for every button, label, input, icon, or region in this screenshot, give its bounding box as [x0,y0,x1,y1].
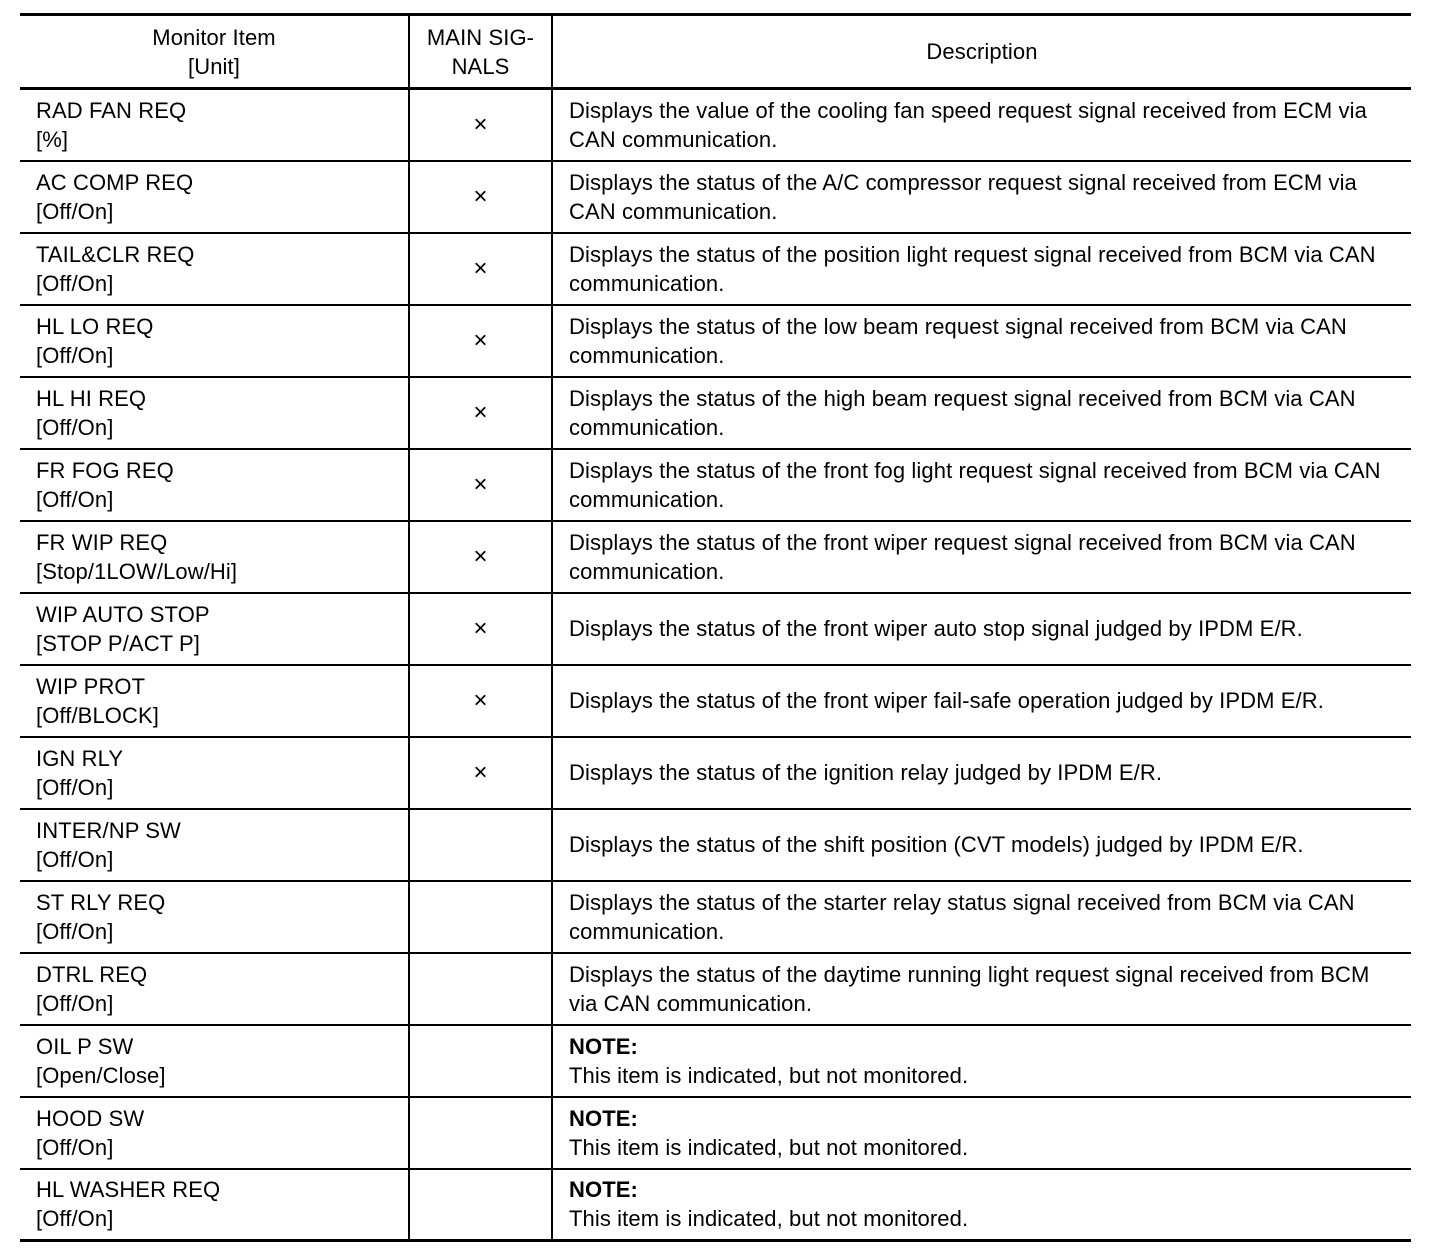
monitor-item-unit: [Off/On] [36,846,114,872]
note-label: NOTE: [569,1105,638,1131]
description-cell: Displays the status of the ignition relay judged by IPDM E/R. [552,737,1411,809]
table-row [20,305,1411,377]
table-body [20,89,1411,1241]
description-cell: Displays the status of the daytime running light request signal received from BCM via CAN communication. [552,953,1411,1025]
monitor-item-name: FR WIP REQ [36,529,168,555]
monitor-item-name: OIL P SW [36,1033,134,1059]
monitor-item-unit: [Off/On] [36,198,114,224]
main-signal-mark: × [409,449,552,521]
header-description [552,15,1411,89]
monitor-item-name: INTER/NP SW [36,817,181,843]
table-row [20,377,1411,449]
header-unit-label: [Unit] [188,53,240,79]
monitor-item-cell [20,953,409,1025]
monitor-item-cell [20,89,409,161]
monitor-item-name: IGN RLY [36,745,124,771]
header-monitor-item-label: Monitor Item [152,24,276,50]
description-cell [552,1025,1411,1097]
monitor-item-unit: [STOP P/ACT P] [36,630,201,656]
monitor-item-unit: [Stop/1LOW/Low/Hi] [36,558,238,584]
table-row [20,809,1411,881]
table-row [20,665,1411,737]
table-row [20,881,1411,953]
monitor-item-unit: [Off/On] [36,990,114,1016]
monitor-item-cell [20,377,409,449]
monitor-item-unit: [%] [36,126,69,152]
table-row [20,233,1411,305]
monitor-item-cell [20,1025,409,1097]
description-cell: Displays the status of the shift position (CVT models) judged by IPDM E/R. [552,809,1411,881]
main-signal-mark: × [409,665,552,737]
header-monitor-item [20,15,409,89]
table-row [20,737,1411,809]
monitor-item-cell [20,665,409,737]
monitor-item-name: HL HI REQ [36,385,147,411]
monitor-item-name: TAIL&CLR REQ [36,241,195,267]
table-row [20,1169,1411,1241]
description-cell: Displays the status of the front wiper request signal received from BCM via CAN communication. [552,521,1411,593]
main-signal-mark: × [409,89,552,161]
monitor-item-cell [20,233,409,305]
main-signal-mark [409,881,552,953]
description-cell: Displays the status of the front wiper auto stop signal judged by IPDM E/R. [552,593,1411,665]
monitor-item-unit: [Off/On] [36,414,114,440]
header-main-signals-line2: NALS [451,53,510,79]
monitor-item-name: HL WASHER REQ [36,1177,221,1203]
table-row [20,161,1411,233]
table-row [20,593,1411,665]
table-row [20,953,1411,1025]
monitor-item-cell [20,593,409,665]
description-cell: Displays the status of the front fog light request signal received from BCM via CAN communication. [552,449,1411,521]
monitor-item-cell [20,521,409,593]
description-cell: Displays the status of the low beam request signal received from BCM via CAN communication. [552,305,1411,377]
description-cell [552,1097,1411,1169]
monitor-item-unit: [Off/BLOCK] [36,702,159,728]
monitor-item-cell [20,737,409,809]
monitor-item-cell [20,1097,409,1169]
description-cell [552,1169,1411,1241]
table-header-row [20,15,1411,89]
monitor-item-name: HL LO REQ [36,313,154,339]
main-signal-mark [409,1025,552,1097]
description-cell: Displays the value of the cooling fan speed request signal received from ECM via CAN communication. [552,89,1411,161]
main-signal-mark: × [409,161,552,233]
table-row [20,449,1411,521]
monitor-item-unit: [Off/On] [36,270,114,296]
header-main-signals-line1: MAIN SIG- [426,24,535,50]
main-signal-mark: × [409,737,552,809]
monitor-item-cell [20,881,409,953]
note-label: NOTE: [569,1033,638,1059]
main-signal-mark [409,1097,552,1169]
monitor-item-name: DTRL REQ [36,961,148,987]
description-cell: Displays the status of the A/C compressor request signal received from ECM via CAN communication. [552,161,1411,233]
monitor-item-unit: [Off/On] [36,1206,114,1232]
monitor-item-unit: [Off/On] [36,918,114,944]
note-text: This item is indicated, but not monitored. [569,1134,969,1160]
main-signal-mark [409,809,552,881]
monitor-item-unit: [Open/Close] [36,1062,166,1088]
monitor-item-unit: [Off/On] [36,774,114,800]
note-text: This item is indicated, but not monitored. [569,1062,969,1088]
monitor-item-cell [20,449,409,521]
header-main-signals [409,15,552,89]
description-cell: Displays the status of the position light request signal received from BCM via CAN communication. [552,233,1411,305]
monitor-item-cell [20,161,409,233]
monitor-item-name: ST RLY REQ [36,889,166,915]
description-cell: Displays the status of the high beam request signal received from BCM via CAN communication. [552,377,1411,449]
note-label: NOTE: [569,1177,638,1203]
main-signal-mark: × [409,377,552,449]
monitor-item-name: FR FOG REQ [36,457,174,483]
monitor-item-name: RAD FAN REQ [36,97,187,123]
main-signal-mark: × [409,521,552,593]
monitor-item-name: WIP PROT [36,673,146,699]
monitor-item-cell [20,809,409,881]
monitor-item-unit: [Off/On] [36,1134,114,1160]
main-signal-mark: × [409,593,552,665]
note-text: This item is indicated, but not monitored. [569,1206,969,1232]
table-row [20,1025,1411,1097]
main-signal-mark [409,1169,552,1241]
description-cell: Displays the status of the front wiper fail-safe operation judged by IPDM E/R. [552,665,1411,737]
monitor-item-cell [20,305,409,377]
monitor-item-table [20,13,1411,1242]
main-signal-mark: × [409,233,552,305]
table-row [20,1097,1411,1169]
monitor-item-cell [20,1169,409,1241]
table-row [20,521,1411,593]
table-row [20,89,1411,161]
header-description-label: Description [926,39,1038,64]
monitor-item-unit: [Off/On] [36,342,114,368]
monitor-item-unit: [Off/On] [36,486,114,512]
description-cell: Displays the status of the starter relay status signal received from BCM via CAN communication. [552,881,1411,953]
main-signal-mark [409,953,552,1025]
monitor-item-name: HOOD SW [36,1105,145,1131]
monitor-item-name: AC COMP REQ [36,169,194,195]
main-signal-mark: × [409,305,552,377]
monitor-item-name: WIP AUTO STOP [36,601,210,627]
